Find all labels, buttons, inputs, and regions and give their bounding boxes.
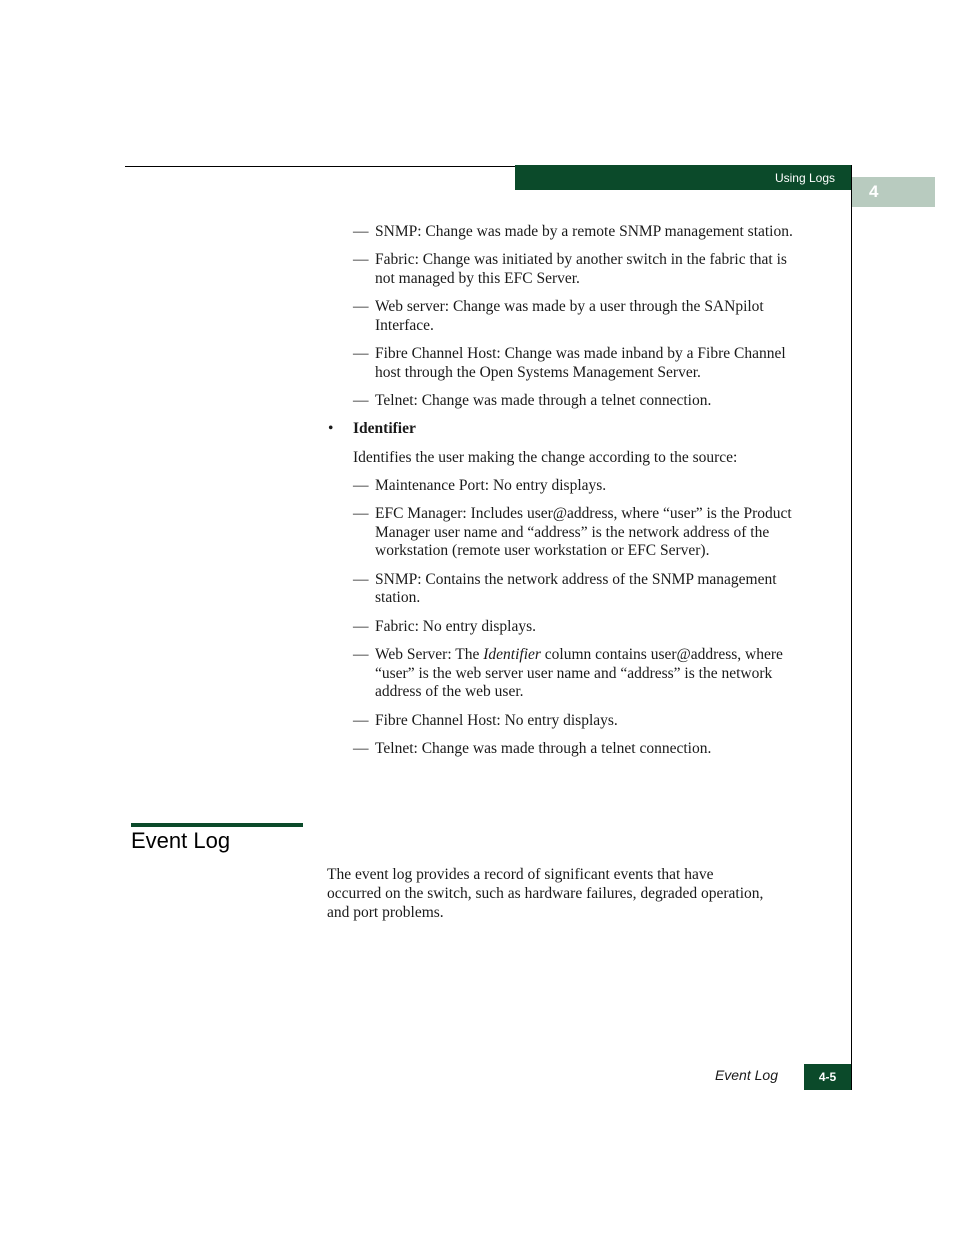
list-item-text: Fabric: No entry displays. — [375, 617, 537, 635]
list-item: — Telnet: Change was made through a telnet connection. — [353, 739, 712, 757]
list-item: — Telnet: Change was made through a telnet connection. — [353, 392, 712, 410]
list-item-text: Telnet: Change was made through a telnet connection. — [375, 739, 712, 757]
identifier-term: Identifier — [483, 645, 541, 663]
identifier-bullet: • Identifier — [328, 420, 416, 438]
list-item: — SNMP: Change was made by a remote SNMP management station. — [353, 223, 793, 240]
side-rule — [851, 165, 852, 1090]
list-item-text: Fibre Channel Host: Change was made inband by a Fibre Channel host through the Open Systems Management Server. — [375, 345, 786, 381]
list-item: — Web Server: The Identifier column contains user@address, where “user” is the web server user name and “address” is the network address of the web user. — [353, 645, 783, 701]
section-heading: Event Log — [131, 828, 231, 853]
list-item: — Fibre Channel Host: No entry displays. — [353, 711, 618, 729]
list-item: — Fabric: No entry displays. — [353, 617, 537, 635]
list-item-text: SNMP: Change was made by a remote SNMP management station. — [375, 223, 793, 240]
list-item-text: Web server: Change was made by a user through the SANpilot Interface. — [375, 298, 764, 334]
identifier-title: Identifier — [353, 420, 416, 438]
section-rule — [131, 823, 303, 827]
list-item: — Maintenance Port: No entry displays. — [353, 476, 607, 494]
list-item-text: SNMP: Contains the network address of the SNMP management station. — [375, 570, 777, 607]
header-rule — [125, 166, 515, 167]
list-item: — Fabric: Change was initiated by another switch in the fabric that is not managed by this EFC Server. — [353, 251, 787, 287]
page-number: 4-5 — [804, 1064, 851, 1090]
section-body: The event log provides a record of significant events that have occurred on the switch, such as hardware failures, degraded operation, and port problems. — [327, 866, 764, 921]
list-item-text: Fabric: Change was initiated by another switch in the fabric that is not managed by this EFC Server. — [375, 251, 787, 287]
list-item-text: Fibre Channel Host: No entry displays. — [375, 711, 618, 729]
chapter-tab — [852, 177, 935, 207]
list-item-text: Maintenance Port: No entry displays. — [375, 476, 607, 494]
web-server-text-start: Web Server: The — [375, 645, 484, 663]
web-server-text-end: column contains user@address, where “user” is the web server user name and “address” is the network address of the web user. — [375, 645, 783, 701]
list-item-text: EFC Manager: Includes user@address, where “user” is the Product Manager user name and “address” is the network address of the workstation (remote user workstation or EFC Server). — [375, 504, 792, 560]
footer-label: Event Log — [714, 1067, 778, 1083]
chapter-number: 4 — [869, 182, 879, 201]
running-header — [515, 165, 851, 190]
list-item: — SNMP: Contains the network address of the SNMP management station. — [353, 570, 777, 607]
list-item: — EFC Manager: Includes user@address, where “user” is the Product Manager user name and “address” is the network address of the workstation (remote user workstation or EFC Server). — [353, 504, 792, 560]
list-item: — Web server: Change was made by a user through the SANpilot Interface. — [353, 298, 764, 334]
list-item: — Fibre Channel Host: Change was made inband by a Fibre Channel host through the Open Systems Management Server. — [353, 345, 786, 381]
identifier-intro: Identifies the user making the change according to the source: — [353, 448, 738, 466]
list-item-text: Telnet: Change was made through a telnet connection. — [375, 392, 712, 410]
main-content — [328, 223, 808, 768]
running-header-title: Using Logs — [774, 170, 835, 185]
